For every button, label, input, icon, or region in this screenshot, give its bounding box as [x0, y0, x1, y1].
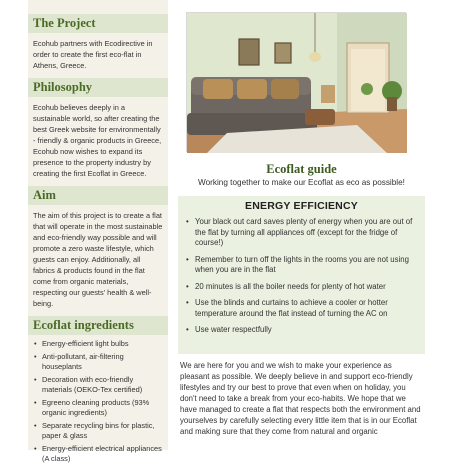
page-title: Ecoflat guide [266, 162, 337, 176]
closing-paragraph: We are here for you and we wish to make your experience as pleasant as possible. We deeply believe in and support eco-friendly lifestyles and try our best to prove that even when on holiday, you don't need to take a break from your eco-habits. We hope that we have managed to create a flat that respects both the environment and yourselves by carefully selecting every little item that is in our Ecoflat and making sure that they come from natural and organic [180, 361, 421, 436]
page-subtitle: Working together to make our Ecoflat as eco as possible! [198, 178, 405, 187]
list-item: • Your black out card saves plenty of energy when you are out of the flat by turning all appliances off (except for the fridge of course!) [186, 217, 419, 249]
energy-efficiency-list [178, 212, 425, 336]
project-text: Ecohub partners with Ecodirective in order to create the first eco-flat in Athens, Greece. [33, 39, 153, 70]
list-item: • Separate recycling bins for plastic, paper & glass [34, 421, 163, 442]
living-room-photo [186, 12, 406, 152]
living-room-illustration [187, 13, 407, 153]
list-item: • Anti-pollutant, air-filtering houseplants [34, 352, 163, 373]
aim-heading: Aim [28, 186, 168, 205]
list-item: • Use the blinds and curtains to achieve a cooler or hotter temperature around the flat instead of turning the AC on [186, 298, 419, 319]
philosophy-heading: Philosophy [28, 78, 168, 97]
project-heading: The Project [28, 14, 168, 33]
philosophy-text: Ecohub believes deeply in a sustainable world, so after creating the best Greek website for environmentally - friendly & organic products in Greece, Ecohub now wishes to expand its presence to the property industry by creating the first Ecoflat in Greece. [33, 103, 162, 178]
list-item: • Energy-efficient light bulbs [34, 339, 163, 350]
sidebar [28, 0, 168, 463]
list-item: • 20 minutes is all the boiler needs for plenty of hot water [186, 282, 419, 293]
list-item: • Decoration with eco-friendly materials (OEKO-Tex certified) [34, 375, 163, 396]
aim-text: The aim of this project is to create a flat that will operate in the most sustainable and eco-friendly way possible and will promote a zero waste lifestyle, which guests can enjoy. Additionally, all fabrics & products found in the flat come from organic materials, respecting our guests' health & well-being. [33, 211, 163, 308]
energy-efficiency-heading: ENERGY EFFICIENCY [245, 200, 358, 212]
ingredients-list [28, 335, 168, 465]
list-item: • Use water respectfully [186, 325, 419, 336]
list-item: • Energy-efficient electrical appliances (A class) [34, 444, 163, 465]
list-item: • Remember to turn off the lights in the rooms you are not using when you are in the flat [186, 255, 419, 276]
main-column [178, 0, 425, 450]
ingredients-heading: Ecoflat ingredients [28, 316, 168, 335]
energy-efficiency-box [178, 196, 425, 354]
list-item: • Egreeno cleaning products (93% organic ingredients) [34, 398, 163, 419]
